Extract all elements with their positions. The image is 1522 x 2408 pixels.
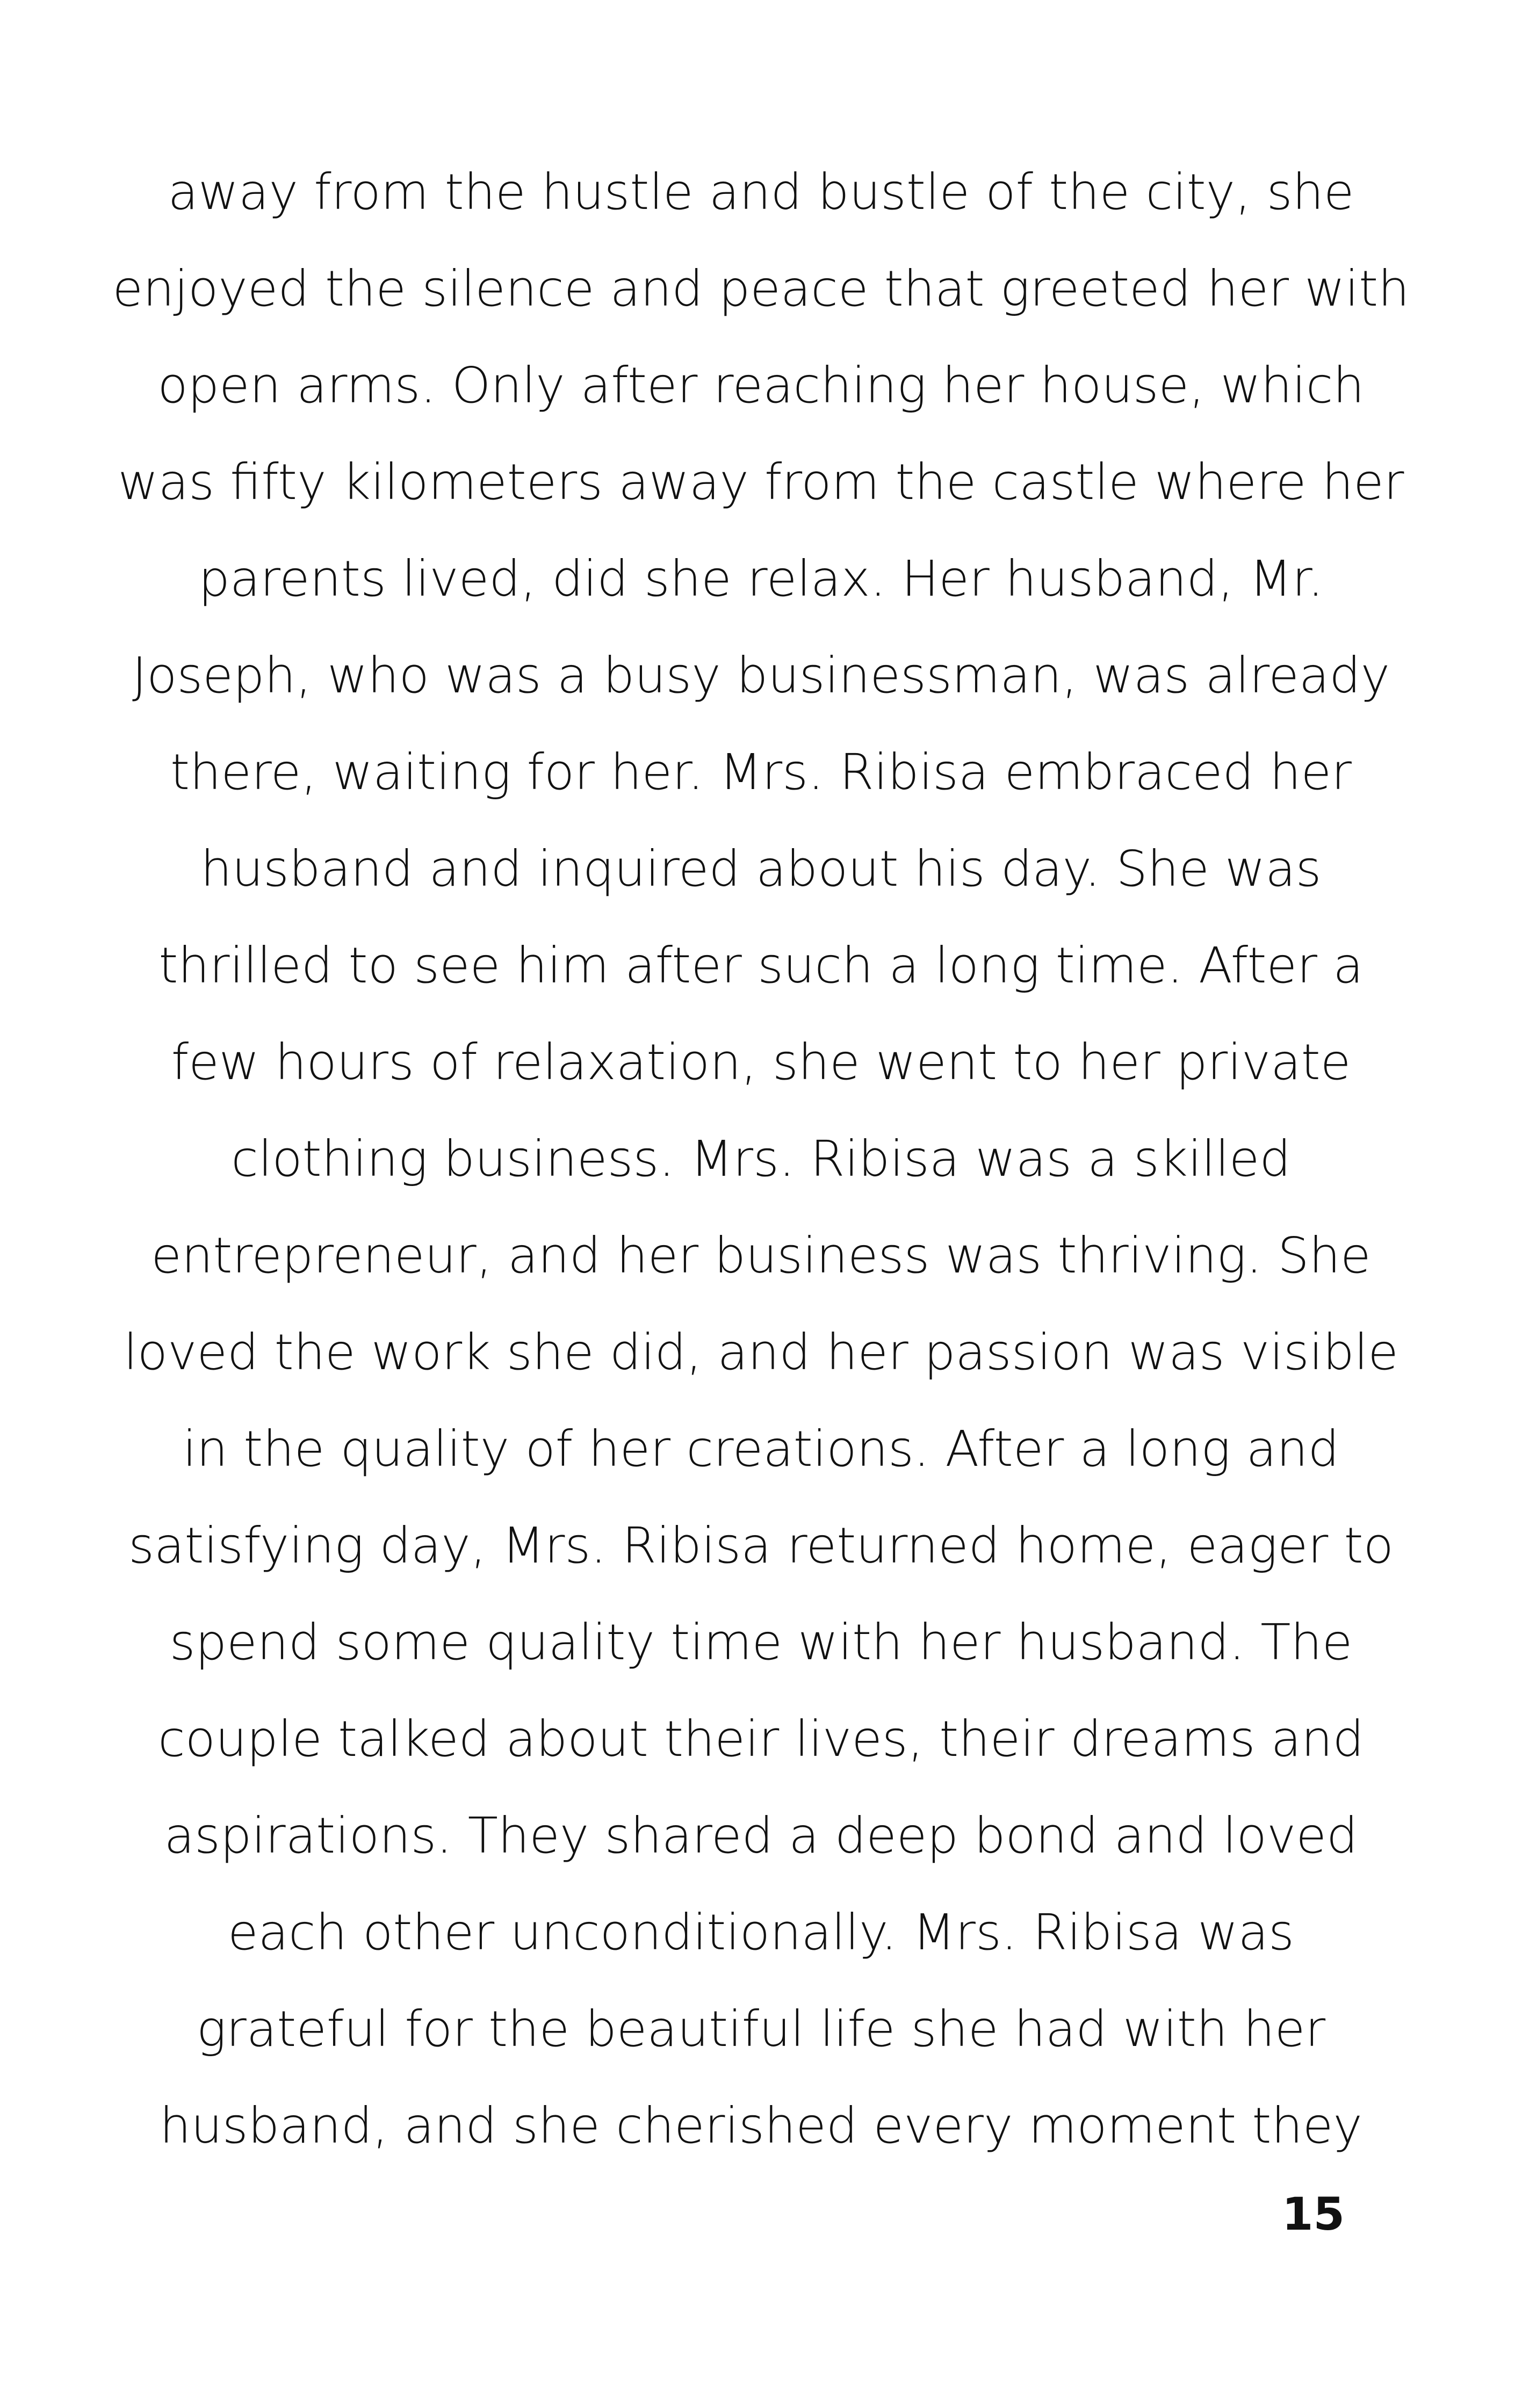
text-line: parents lived, did she relax. Her husband, Mr. [198, 550, 1324, 608]
text-line: aspirations. They shared a deep bond and loved [164, 1807, 1358, 1864]
text-line: couple talked about their lives, their dreams and [158, 1710, 1364, 1768]
text-line: spend some quality time with her husband. The [169, 1614, 1353, 1671]
text-line: entrepreneur, and her business was thriving. She [151, 1227, 1371, 1284]
text-line: was fifty kilometers away from the castle where her [118, 453, 1404, 511]
text-line: few hours of relaxation, she went to her private [171, 1033, 1351, 1091]
text-line: open arms. Only after reaching her house, which [157, 357, 1365, 414]
page-number: 15 [1282, 2188, 1345, 2240]
text-line: away from the hustle and bustle of the city, she [168, 163, 1354, 221]
text-line: thrilled to see him after such a long time. After a [158, 937, 1364, 994]
text-line: husband, and she cherished every moment they [160, 2097, 1362, 2154]
text-line: loved the work she did, and her passion was visible [124, 1324, 1398, 1381]
text-line: there, waiting for her. Mrs. Ribisa embraced her [170, 743, 1352, 801]
text-line: in the quality of her creations. After a long and [183, 1420, 1339, 1478]
text-line: grateful for the beautiful life she had with her [196, 2000, 1326, 2058]
text-line: clothing business. Mrs. Ribisa was a skilled [231, 1130, 1291, 1188]
text-line: each other unconditionally. Mrs. Ribisa was [228, 1904, 1294, 1961]
text-line: Joseph, who was a busy businessman, was already [132, 647, 1390, 704]
body-paragraph [97, 144, 1425, 2174]
text-line: husband and inquired about his day. She was [200, 840, 1322, 898]
text-line: satisfying day, Mrs. Ribisa returned home, eager to [128, 1517, 1394, 1574]
text-line: enjoyed the silence and peace that greeted her with [112, 260, 1410, 317]
